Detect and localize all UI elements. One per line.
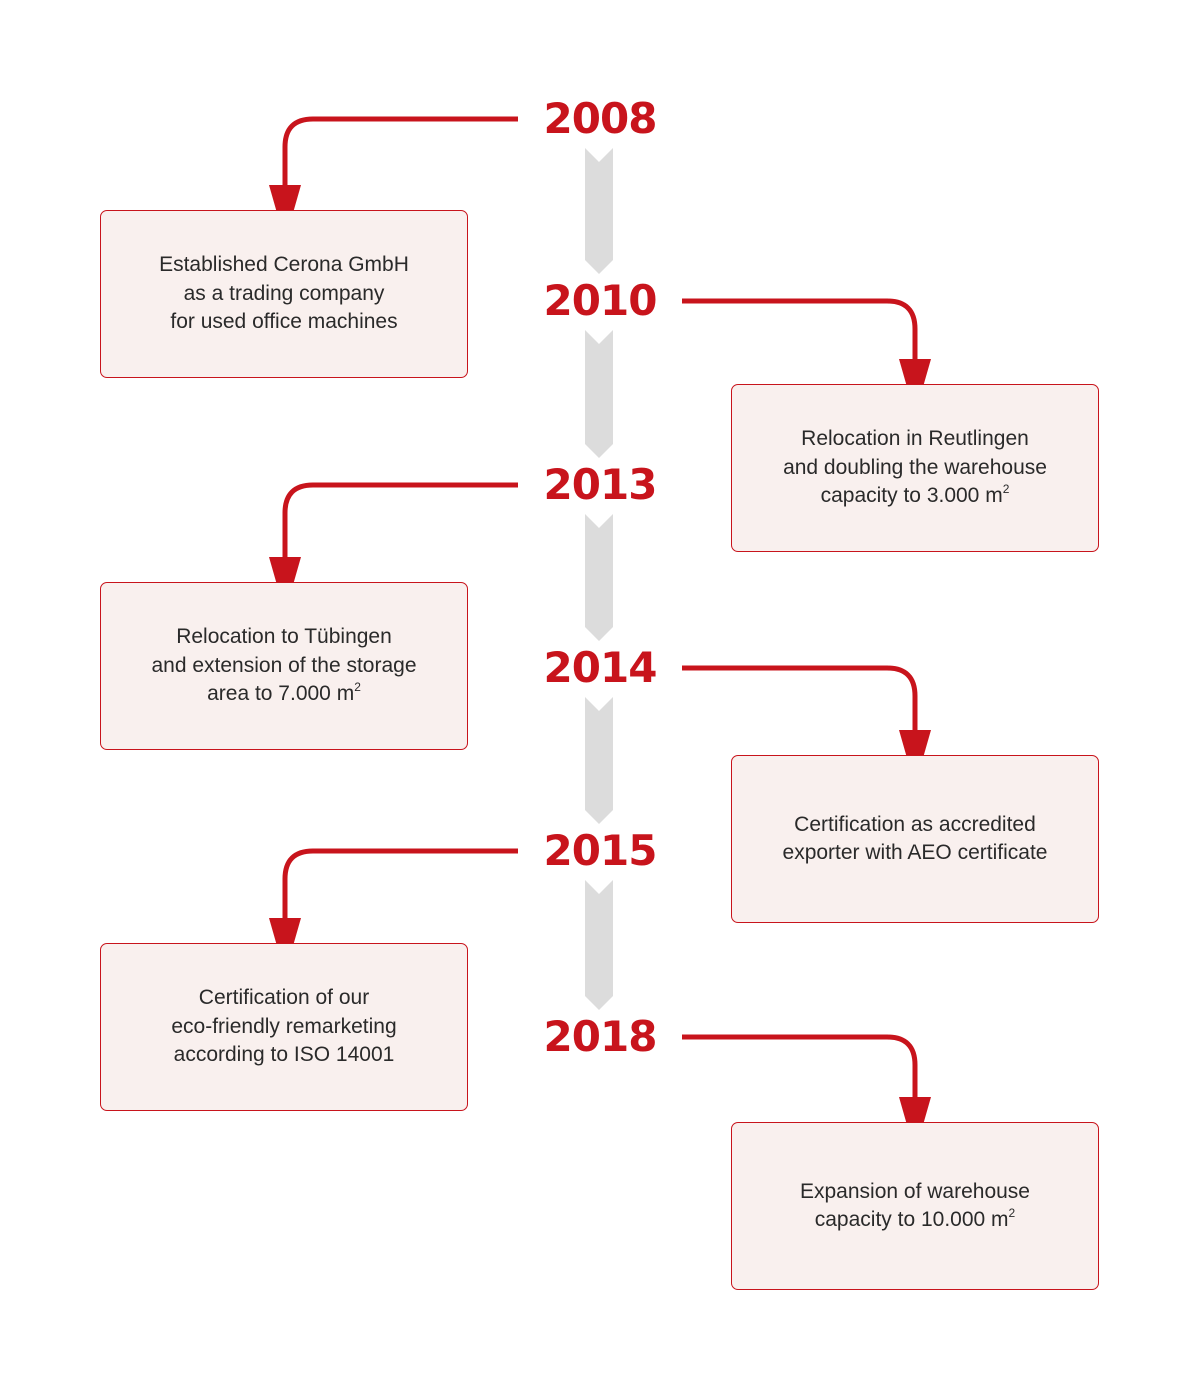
area-unit: m <box>336 682 355 706</box>
unit-superscript: 2 <box>1002 482 1010 497</box>
unit-superscript: 2 <box>1008 1206 1016 1220</box>
description-line: Certification as accredited <box>794 812 1036 836</box>
year-label: 2013 <box>543 460 657 509</box>
spine-segment <box>585 330 613 458</box>
year-label: 2015 <box>543 826 657 875</box>
description-line: and doubling the warehouse <box>783 455 1047 479</box>
connector-line <box>682 668 915 730</box>
description-line: capacity to 3.000 $m^2$ <box>820 482 1010 508</box>
milestone-description <box>780 1178 1050 1235</box>
unit-superscript: 2 <box>354 680 361 695</box>
description-line: capacity to 10.000 $m^2$ <box>814 1206 1016 1231</box>
year-label: 2018 <box>543 1012 657 1061</box>
spine-segment <box>585 880 613 1010</box>
description-line: Relocation to Tübingen <box>176 625 392 649</box>
description-line: Relocation in Reutlingen <box>801 427 1029 451</box>
milestone-description <box>763 425 1067 511</box>
description-line: for used office machines <box>170 310 398 334</box>
milestone-description <box>131 623 436 709</box>
year-label: 2008 <box>543 94 657 143</box>
milestone-card <box>731 1122 1099 1290</box>
spine-segment <box>585 148 613 274</box>
milestone-card <box>100 582 468 750</box>
description-line: Expansion of warehouse <box>800 1179 1030 1203</box>
description-line: and extension of the storage <box>151 653 417 677</box>
connector-line <box>682 1037 915 1097</box>
description-line: area to 7.000 $m^2$ <box>207 680 361 706</box>
area-unit: m <box>985 484 1003 508</box>
connector-line <box>285 851 518 918</box>
milestone-description <box>763 811 1068 868</box>
description-line: exporter with AEO certificate <box>782 841 1048 864</box>
milestone-card <box>100 943 468 1111</box>
year-label: 2010 <box>543 276 657 325</box>
description-line: eco-friendly remarketing <box>171 1014 397 1038</box>
milestone-description <box>139 251 429 337</box>
milestone-card <box>731 384 1099 552</box>
description-line: as a trading company <box>183 281 385 305</box>
connector-line <box>285 485 518 557</box>
milestone-description <box>151 984 416 1070</box>
area-unit: m <box>991 1208 1009 1231</box>
description-line: Established Cerona GmbH <box>159 253 409 277</box>
year-label: 2014 <box>543 643 657 692</box>
spine-segment <box>585 514 613 641</box>
connector-line <box>285 119 518 185</box>
milestone-card <box>731 755 1099 923</box>
milestone-card <box>100 210 468 378</box>
description-line: Certification of our <box>198 986 370 1010</box>
connector-line <box>682 301 915 359</box>
description-line: according to ISO 14001 <box>173 1043 395 1067</box>
spine-segment <box>585 697 613 824</box>
